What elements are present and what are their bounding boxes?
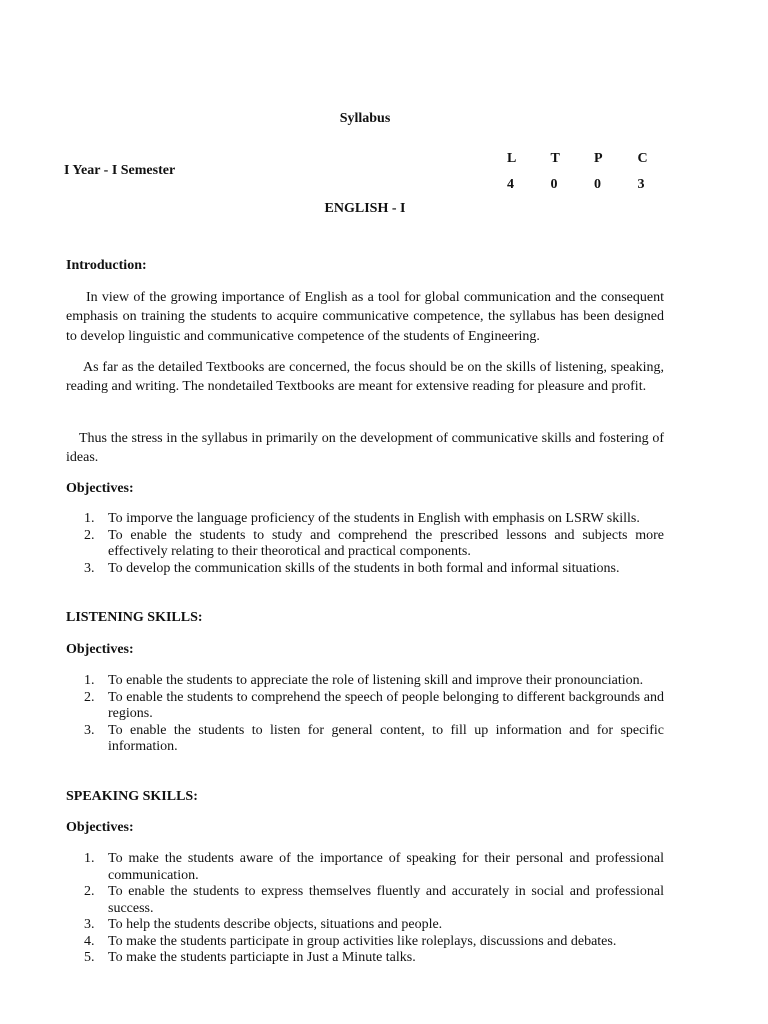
listening-objectives-heading: Objectives: xyxy=(66,642,134,657)
objectives-list xyxy=(84,511,664,577)
ltpc-value-t: 0 xyxy=(550,177,558,192)
list-item-text: To enable the students to express themselves fluently and accurately in social and professional success. xyxy=(108,884,664,916)
ltpc-header-p: P xyxy=(594,151,603,166)
ltpc-values-row xyxy=(503,177,677,193)
listening-objectives-list xyxy=(84,673,664,756)
ltpc-header-row xyxy=(503,151,677,167)
list-item-text: To enable the students to appreciate the role of listening skill and improve their pronounciation. xyxy=(108,673,644,688)
list-item-number: 1. xyxy=(84,673,95,688)
list-item-text: To develop the communication skills of the students in both formal and informal situations. xyxy=(108,560,620,576)
list-item-text: To help the students describe objects, situations and people. xyxy=(108,917,443,932)
list-item-number: 2. xyxy=(84,527,95,543)
list-item-number: 3. xyxy=(84,722,95,738)
objectives-heading: Objectives: xyxy=(66,481,134,496)
introduction-paragraph: As far as the detailed Textbooks are concerned, the focus should be on the skills of listening, speaking, reading and writing. The nondetailed Textbooks are meant for extensive reading for pleasure and profit. xyxy=(66,360,664,395)
list-item-text: To enable the students to listen for general content, to fill up information and for specific information. xyxy=(108,722,664,754)
introduction-heading: Introduction: xyxy=(66,258,147,273)
list-item xyxy=(84,673,664,690)
list-item xyxy=(84,723,664,756)
ltpc-value-c: 3 xyxy=(637,177,645,192)
list-item-number: 3. xyxy=(84,917,95,932)
course-title: ENGLISH - I xyxy=(324,201,406,216)
ltpc-header-l: L xyxy=(507,151,517,166)
list-item xyxy=(84,528,664,561)
list-item xyxy=(84,561,664,578)
list-item-number: 5. xyxy=(84,950,95,965)
list-item xyxy=(84,917,664,934)
ltpc-header-c: C xyxy=(637,151,648,166)
list-item xyxy=(84,851,664,884)
year-semester: I Year - I Semester xyxy=(64,163,176,178)
list-item-number: 3. xyxy=(84,560,95,576)
listening-skills-heading: LISTENING SKILLS: xyxy=(66,610,203,625)
ltpc-value-l: 4 xyxy=(507,177,514,192)
list-item xyxy=(84,690,664,723)
list-item-text: To make the students aware of the importance of speaking for their personal and professional communication. xyxy=(108,851,664,883)
list-item-number: 4. xyxy=(84,933,95,949)
speaking-objectives-heading: Objectives: xyxy=(66,820,134,835)
list-item-number: 1. xyxy=(84,511,95,526)
list-item xyxy=(84,950,664,967)
list-item xyxy=(84,934,664,951)
list-item-number: 1. xyxy=(84,851,95,866)
list-item-text: To make the students participate in group activities like roleplays, discussions and debates. xyxy=(108,933,617,949)
introduction-paragraph: Thus the stress in the syllabus in primarily on the development of communicative skills and fostering of ideas. xyxy=(66,431,664,466)
speaking-objectives-list xyxy=(84,851,664,967)
list-item xyxy=(84,511,664,528)
list-item-text: To enable the students to comprehend the speech of people belonging to different backgrounds and regions. xyxy=(108,689,664,721)
list-item xyxy=(84,884,664,917)
list-item-text: To make the students particiapte in Just a Minute talks. xyxy=(108,950,416,965)
list-item-text: To imporve the language proficiency of the students in English with emphasis on LSRW skills. xyxy=(108,511,640,526)
list-item-text: To enable the students to study and comprehend the prescribed lessons and subjects more effectively relating to their theorotical and practical components. xyxy=(108,527,664,559)
ltpc-header-t: T xyxy=(550,151,560,166)
list-item-number: 2. xyxy=(84,689,95,705)
page-title: Syllabus xyxy=(339,111,391,126)
speaking-skills-heading: SPEAKING SKILLS: xyxy=(66,789,198,804)
ltpc-value-p: 0 xyxy=(594,177,601,192)
list-item-number: 2. xyxy=(84,884,95,899)
introduction-paragraph: In view of the growing importance of English as a tool for global communication and the consequent emphasis on training the students to acquire communicative competence, the syllabus has been designed to develop linguistic and communicative competence of the students of Engineering. xyxy=(66,290,664,344)
